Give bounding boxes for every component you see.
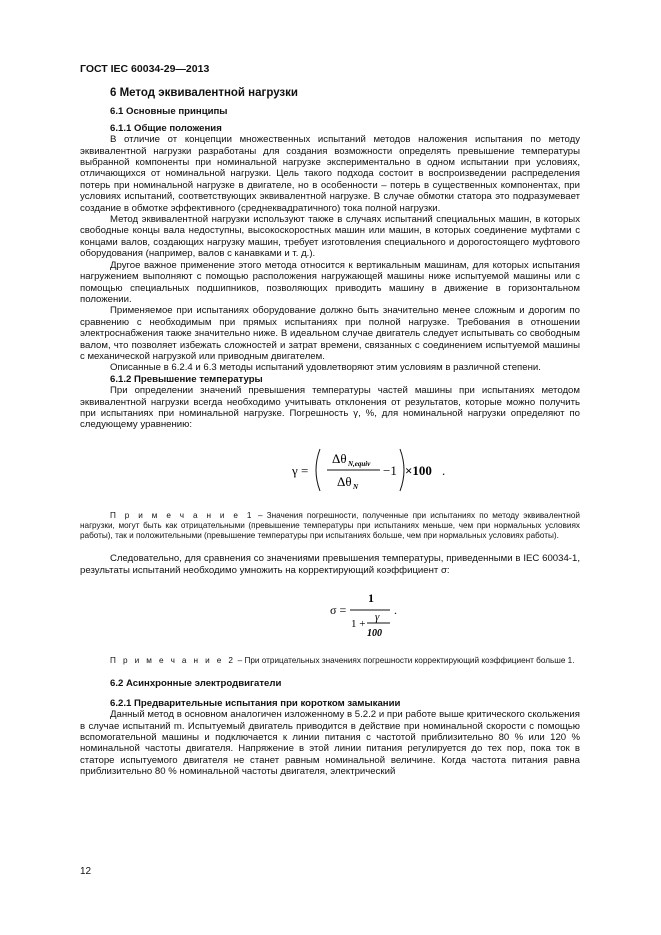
note-2: [80, 656, 580, 666]
subsection-6-1-2-title: 6.1.2 Превышение температуры: [110, 373, 263, 385]
formula-sigma-num: 1: [368, 591, 374, 606]
page-number: 12: [80, 866, 92, 877]
paragraph-7: Следовательно, для сравнения со значениями превышения температуры, приведенными в IEC 60034-1, результаты испытаний необходимо умножить на корректирующий коэффициент σ:: [80, 553, 580, 576]
subsection-6-1-1-title: 6.1.1 Общие положения: [110, 122, 222, 134]
formula-gamma-num: Δθ: [332, 450, 347, 466]
note-2-label: П р и м е ч а н и е 2: [110, 656, 236, 666]
document-header: ГОСТ IEC 60034-29—2013: [80, 63, 210, 75]
formula-gamma-end: .: [442, 462, 446, 478]
formula-sigma-lhs: σ =: [330, 603, 347, 618]
formula-sigma-inner-num: γ: [375, 611, 380, 624]
formula-gamma-minus-one: −1: [383, 462, 397, 478]
paragraph-4: Применяемое при испытаниях оборудование должно быть значительно менее сложным и дорогим по сравнению с необходимым при прямых испытаниях при полной нагрузке. Требования в отношении электроснабжения также значительно ниже. В идеальном случае двигатель следует испытывать со свободным валом, что позволяет избежать сложностей и затрат времени, связанных с соединением испытуемой машины с механической нагрузкой или приводным двигателем.: [80, 305, 580, 362]
formula-gamma: [80, 441, 580, 499]
formula-sigma-svg: [80, 586, 580, 646]
note-1: [80, 511, 580, 542]
formula-sigma-end: .: [394, 603, 397, 618]
formula-gamma-lhs: γ =: [292, 462, 309, 478]
subsection-6-2-1-title: 6.2.1 Предварительные испытания при коротком замыкании: [110, 697, 401, 709]
paragraph-1: В отличие от концепции множественных испытаний методов наложения испытания по методу эквивалентной нагрузки разработаны для создания возможности определять превышение температуры выбранной компоненты при номинальной нагрузке экспериментально в одном испытании при условиях, отличающихся от номинальной нагрузки. Цель такого подхода состоит в воспроизведении распределения потерь при номинальной нагрузке в двигателе, но в особенности – потерь в существенных компонентах, при условиях испытаний, соответствующих эквивалентной нагрузке. В случае обмотки статора это подразумевает создание в обмотке эффективного (среднеквадратичного) тока полной нагрузки.: [80, 134, 580, 214]
formula-sigma: [80, 586, 580, 646]
subsection-6-1-title: 6.1 Основные принципы: [110, 106, 228, 118]
subsection-6-2-title: 6.2 Асинхронные электродвигатели: [110, 678, 282, 690]
formula-sigma-den-one: 1 +: [351, 618, 366, 631]
left-paren: [316, 449, 320, 491]
section-title: 6 Метод эквивалентной нагрузки: [110, 87, 298, 99]
formula-gamma-num-sub: N,equiv: [348, 459, 371, 468]
formula-sigma-inner-den: 100: [367, 628, 382, 640]
formula-gamma-times: ×100: [405, 462, 432, 478]
paragraph-6: При определении значений превышения температуры частей машины при испытаниях методом эквивалентной нагрузки всегда необходимо учитывать отклонения от результатов, которые можно получить при испытаниях при номинальной нагрузке. Погрешность γ, %, для номинальной нагрузки определяют по следующему уравнению:: [80, 385, 580, 431]
note-2-text: – При отрицательных значениях погрешности корректирующий коэффициент больше 1.: [235, 656, 575, 666]
note-1-text: – Значения погрешности, полученные при испытаниях по методу эквивалентной нагрузки, могут быть как отрицательными (превышение температуры при испытаниях меньше, чем при нормальных условиях работы), так и положительными (превышение температуры при испытаниях больше, чем при нормальных условиях работы).: [80, 510, 580, 541]
paragraph-8: Данный метод в основном аналогичен изложенному в 5.2.2 и при работе выше критического скольжения в случае испытаний m. Испытуемый двигатель приводится в действие при номинальной скорости с помощью вспомогательной машины и подключается к линии питания с частотой приблизительно 80 % или 120 % номинальной частоты двигателя. Напряжение в этой линии питания регулируется до тех пор, пока ток в статоре испытуемого двигателя не станет равным номинальной величине. Когда частота питания равна приблизительно 80 % номинальной частоты двигателя, электрический: [80, 709, 580, 778]
page-content: [80, 88, 580, 778]
paragraph-5: Описанные в 6.2.4 и 6.3 методы испытаний удовлетворяют этим условиям в различной степени.: [110, 362, 541, 374]
right-paren: [400, 449, 404, 491]
formula-gamma-svg: [80, 441, 580, 499]
paragraph-2: Метод эквивалентной нагрузки используют также в случаях испытаний специальных машин, в которых свободные концы вала недоступны, высокоскоростных машин или машин, в которых соединение муфтами с концами валов, создающих нагрузку машин, требует изготовления специального и дорогостоящего муфтового оборудования (например, валов с канавками и т. д.).: [80, 214, 580, 260]
formula-gamma-den: Δθ: [337, 473, 352, 489]
note-1-label: П р и м е ч а н и е 1: [110, 510, 254, 520]
paragraph-3: Другое важное применение этого метода относится к вертикальным машинам, для которых испытания нагружением выполняют с помощью расположения нагружающей машины ниже испытуемой машины или с помощью специальных подшипников, позволяющих приводить машину в движение в горизонтальном положении.: [80, 259, 580, 305]
formula-gamma-den-sub: N: [353, 482, 359, 491]
